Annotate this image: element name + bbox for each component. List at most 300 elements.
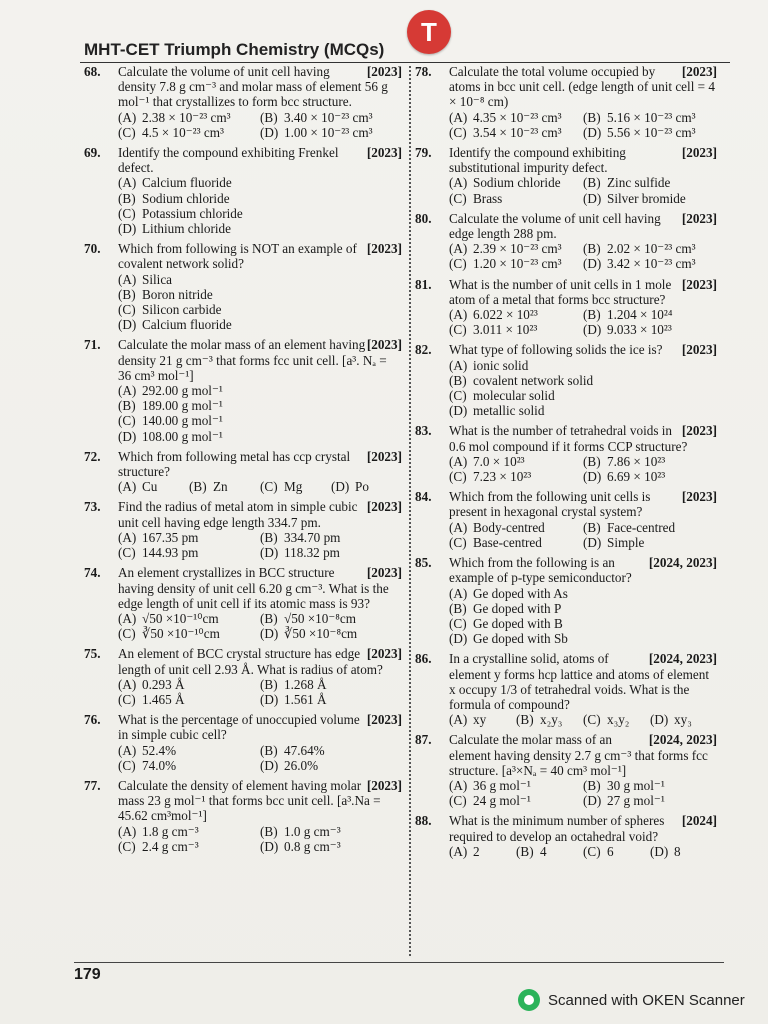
option-letter: (A) [118,529,137,545]
option-row [118,692,402,707]
question-header [415,277,717,307]
option-value: 7.86 × 10²³ [607,453,666,469]
option-cell [260,110,402,125]
question-number: 82. [415,342,432,358]
question-item [415,813,717,859]
option-row [118,530,402,545]
exam-year-tag: [2023] [366,712,402,728]
option-cell [583,778,717,793]
option-row [118,545,402,560]
option-cell [331,479,402,494]
option-value: x₂y₃ [540,712,563,728]
option-cell [260,626,402,641]
option-letter: (D) [260,691,279,707]
option-letter: (B) [260,109,278,125]
option-value: Base-centred [473,534,542,550]
option-cell [583,454,717,469]
exam-year-tag: [2023] [366,337,402,353]
question-text: Calculate the volume of unit cell having density 7.8 g cm⁻³ and molar mass of element 56 g mol⁻¹ that crystallizes to form bcc structure. [118,64,388,110]
question-text: Find the radius of metal atom in simple cubic unit cell having edge length 334.7 pm. [118,499,358,530]
exam-year-tag: [2023] [681,145,717,161]
option-cell [583,712,650,727]
option-letter: (D) [583,322,602,338]
question-number: 74. [84,565,101,581]
question-item [84,646,402,707]
option-value: Po [355,479,369,495]
question-text-block [118,646,402,676]
options-block [415,778,717,808]
option-row [449,241,717,256]
option-cell [583,469,717,484]
question-header [415,489,717,519]
option-letter: (D) [650,712,669,728]
option-cell [449,469,583,484]
option-letter: (C) [118,545,136,561]
exam-year-tag: [2023] [681,423,717,439]
question-header [84,646,402,676]
option-cell [260,611,402,626]
option-row [118,317,402,332]
option-cell [449,241,583,256]
option-value: 26.0% [284,757,319,773]
question-item [84,712,402,773]
option-value: ∛50 ×10⁻⁸cm [284,626,358,642]
option-value: 2.39 × 10⁻²³ cm³ [473,241,562,257]
option-letter: (A) [449,777,468,793]
option-letter: (C) [118,302,136,318]
option-letter: (D) [583,256,602,272]
option-value: ionic solid [473,357,529,373]
question-header [84,499,402,529]
option-value: √50 ×10⁻⁸cm [284,610,357,626]
option-letter: (B) [583,241,601,257]
option-cell [516,712,583,727]
question-number: 78. [415,64,432,79]
option-cell [118,530,260,545]
question-text: What type of following solids the ice is? [449,342,663,358]
option-letter: (D) [118,317,137,333]
option-cell [516,844,583,859]
question-text-block [449,555,717,585]
question-item [415,555,717,646]
exam-year-tag: [2023] [681,210,717,226]
option-letter: (A) [449,712,468,728]
option-cell [260,677,402,692]
option-value: 140.00 g mol⁻¹ [142,413,223,429]
question-number: 72. [84,448,101,464]
option-cell [449,191,583,206]
question-header [415,211,717,241]
question-number: 81. [415,276,432,292]
option-value: Zinc sulfide [607,175,671,191]
option-row [449,403,717,418]
option-letter: (A) [118,109,137,125]
question-text: Identify the compound exhibiting substitutional impurity defect. [449,145,626,176]
options-block [415,307,717,337]
option-value: 6 [607,843,614,859]
option-letter: (B) [583,109,601,125]
option-value: Face-centred [607,519,676,535]
option-value: ∛50 ×10⁻¹⁰cm [142,626,220,642]
option-letter: (C) [118,124,136,140]
option-value: 5.56 × 10⁻²³ cm³ [607,124,696,140]
option-value: metallic solid [473,403,545,419]
option-letter: (B) [583,307,601,323]
option-row [118,125,402,140]
exam-year-tag: [2023] [366,448,402,464]
option-letter: (D) [260,124,279,140]
option-value: 52.4% [142,742,177,758]
option-cell [583,125,717,140]
option-row [118,206,402,221]
question-number: 87. [415,732,432,748]
question-text: What is the minimum number of spheres required to develop an octahedral void? [449,813,665,844]
option-value: 1.268 Å [284,676,327,692]
scanner-logo-icon [518,989,540,1011]
question-number: 75. [84,646,101,662]
question-text: Which from following metal has ccp crystal structure? [118,448,351,480]
exam-year-tag: [2023] [366,646,402,662]
option-letter: (D) [260,545,279,561]
option-letter: (A) [118,823,137,839]
question-number: 68. [84,64,101,79]
option-value: 2 [473,843,480,859]
option-cell [260,545,402,560]
option-letter: (C) [118,691,136,707]
brand-logo-icon: T [407,10,451,54]
option-cell [583,322,717,337]
option-value: Silicon carbide [142,302,222,318]
option-letter: (D) [260,626,279,642]
option-letter: (C) [449,469,467,485]
option-letter: (B) [516,843,534,859]
option-value: 2.4 g cm⁻³ [142,838,199,854]
option-cell [449,454,583,469]
option-value: Ge doped with P [473,600,562,616]
option-letter: (A) [118,271,137,287]
option-value: 8 [674,843,681,859]
exam-year-tag: [2023] [366,241,402,257]
option-row [118,611,402,626]
exam-year-tag: [2023] [366,145,402,161]
option-value: 1.0 g cm⁻³ [284,823,341,839]
option-value: 1.00 × 10⁻²³ cm³ [284,124,373,140]
option-cell [449,110,583,125]
option-value: Silver bromide [607,190,686,206]
option-value: 5.16 × 10⁻²³ cm³ [607,109,696,125]
question-number: 83. [415,423,432,439]
question-number: 85. [415,555,432,571]
option-cell [583,520,717,535]
question-number: 69. [84,145,101,161]
option-letter: (B) [583,175,601,191]
option-value: Lithium chloride [142,221,231,237]
option-letter: (D) [331,479,350,495]
question-text: Calculate the molar mass of an element having density 2.7 g cm⁻³ that forms fcc structure. [a³×Nₐ = 40 cm³ mol⁻¹] [449,732,708,778]
option-letter: (C) [260,479,278,495]
options-block [415,844,717,859]
option-cell [260,692,402,707]
question-item [415,211,717,272]
option-letter: (A) [118,175,137,191]
option-value: 7.0 × 10²³ [473,453,525,469]
column-divider [409,66,411,956]
option-cell [583,191,717,206]
options-block [84,530,402,560]
option-letter: (C) [449,256,467,272]
option-value: Silica [142,271,173,287]
question-text-block [118,712,402,742]
option-value: covalent network solid [473,372,594,388]
option-row [118,383,402,398]
option-letter: (D) [583,469,602,485]
option-letter: (B) [260,823,278,839]
option-value: Simple [607,534,645,550]
option-row [449,358,717,373]
option-cell [260,125,402,140]
option-letter: (A) [449,843,468,859]
question-text: Identify the compound exhibiting Frenkel defect. [118,145,339,176]
option-letter: (C) [449,124,467,140]
question-number: 73. [84,499,101,515]
question-header [84,565,402,611]
option-cell [449,520,583,535]
option-letter: (D) [583,793,602,809]
option-cell [583,256,717,271]
option-value: 47.64% [284,742,325,758]
option-value: Boron nitride [142,286,213,302]
option-value: 0.293 Å [142,676,185,692]
option-row [118,429,402,444]
options-block [84,272,402,333]
option-letter: (A) [118,383,137,399]
option-value: 3.42 × 10⁻²³ cm³ [607,256,696,272]
question-text: Calculate the volume of unit cell having edge length 288 pm. [449,210,661,242]
option-row [449,631,717,646]
footer-rule [74,962,724,963]
option-cell [189,479,260,494]
option-row [118,824,402,839]
option-letter: (C) [449,615,467,631]
option-row [449,373,717,388]
option-value: 1.20 × 10⁻²³ cm³ [473,256,562,272]
options-block [415,358,717,419]
option-cell [118,545,260,560]
option-value: Sodium chloride [473,175,561,191]
question-item [84,499,402,560]
option-letter: (A) [449,307,468,323]
option-row [118,743,402,758]
option-letter: (C) [583,712,601,728]
option-value: 334.70 pm [284,529,341,545]
option-cell [118,626,260,641]
option-row [118,398,402,413]
option-value: Potassium chloride [142,205,243,221]
page-number: 179 [74,966,101,983]
option-value: 1.561 Å [284,691,327,707]
option-letter: (C) [449,534,467,550]
question-header [415,64,717,110]
option-cell [583,844,650,859]
option-value: Ge doped with B [473,615,563,631]
question-text-block [449,732,717,778]
question-header [84,337,402,383]
option-row [449,844,717,859]
question-item [84,145,402,236]
option-letter: (D) [260,757,279,773]
option-value: √50 ×10⁻¹⁰cm [142,610,219,626]
option-cell [583,793,717,808]
option-value: 118.32 pm [284,545,340,561]
option-cell [118,758,260,773]
question-text-block [118,778,402,824]
question-item [84,337,402,443]
option-letter: (A) [449,453,468,469]
option-value: 30 g mol⁻¹ [607,777,665,793]
option-letter: (B) [449,600,467,616]
question-number: 77. [84,777,101,793]
exam-year-tag: [2023] [681,276,717,292]
option-letter: (B) [118,190,136,206]
option-letter: (C) [118,626,136,642]
option-row [449,110,717,125]
question-text-block [449,489,717,519]
options-block [84,611,402,641]
options-block [415,712,717,727]
option-letter: (A) [449,175,468,191]
option-value: xy₃ [674,712,692,728]
option-value: 9.033 × 10²³ [607,322,672,338]
question-item [415,423,717,484]
exam-year-tag: [2024, 2023] [648,651,717,667]
option-row [449,601,717,616]
options-block [84,383,402,444]
option-letter: (D) [583,534,602,550]
option-cell [449,712,516,727]
option-value: 36 g mol⁻¹ [473,777,531,793]
question-number: 71. [84,337,101,353]
question-header [415,555,717,585]
question-text-block [118,565,402,611]
option-cell [583,110,717,125]
option-row [449,793,717,808]
question-number: 86. [415,651,432,667]
option-letter: (B) [583,777,601,793]
option-value: 1.465 Å [142,691,185,707]
option-value: x₃y₂ [607,712,630,728]
option-row [118,110,402,125]
question-text: What is the percentage of unoccupied volume in simple cubic cell? [118,712,360,743]
question-header [84,241,402,271]
question-text: What is the number of tetrahedral voids in 0.6 mol compound if it forms CCP structure? [449,423,688,454]
option-letter: (B) [260,610,278,626]
question-text-block [449,211,717,241]
exam-year-tag: [2023] [681,489,717,505]
option-cell [260,743,402,758]
option-value: 189.00 g mol⁻¹ [142,398,223,414]
question-header [84,778,402,824]
question-header [415,145,717,175]
option-value: Brass [473,190,503,206]
question-text: Which from the following unit cells is present in hexagonal crystal system? [449,489,651,520]
option-value: molecular solid [473,388,555,404]
question-text: What is the number of unit cells in 1 mole atom of a metal that forms bcc structure? [449,276,672,307]
option-letter: (A) [449,241,468,257]
question-number: 80. [415,210,432,226]
options-block [415,586,717,647]
option-cell [118,743,260,758]
option-cell [583,175,717,190]
option-value: Zn [213,479,228,495]
scanner-watermark [518,989,745,1011]
option-letter: (B) [118,286,136,302]
option-row [118,479,402,494]
question-text: An element of BCC crystal structure has edge length of unit cell 2.93 Å. What is radius of atom? [118,646,383,677]
option-value: 0.8 g cm⁻³ [284,838,341,854]
option-value: 1.204 × 10²⁴ [607,307,673,323]
option-cell [449,256,583,271]
option-row [449,125,717,140]
option-row [449,778,717,793]
options-block [415,241,717,271]
question-text-block [118,64,402,110]
option-cell [260,479,331,494]
option-letter: (A) [449,357,468,373]
question-text: Which from following is NOT an example of covalent network solid? [118,241,357,272]
option-cell [118,125,260,140]
exam-year-tag: [2023] [366,777,402,793]
question-header [84,64,402,110]
option-row [449,586,717,601]
question-header [84,145,402,175]
question-text-block [449,64,717,110]
option-cell [449,125,583,140]
question-text-block [449,813,717,843]
question-text-block [449,651,717,712]
option-value: 4.35 × 10⁻²³ cm³ [473,109,562,125]
option-letter: (A) [118,742,137,758]
option-letter: (C) [118,838,136,854]
option-letter: (B) [260,742,278,758]
question-text: Calculate the molar mass of an element having density 21 g cm⁻³ that forms fcc unit cell. [a³. Nₐ = 36 cm³ mol⁻¹] [118,337,387,383]
option-letter: (D) [449,631,468,647]
question-header [415,342,717,357]
option-value: Ge doped with Sb [473,631,568,647]
option-letter: (B) [449,372,467,388]
option-cell [583,307,717,322]
question-header [415,813,717,843]
option-letter: (B) [118,398,136,414]
option-cell [260,839,402,854]
option-cell [449,322,583,337]
option-value: Ge doped with As [473,585,568,601]
question-text: Which from the following is an example of p-type semiconductor? [449,555,632,586]
book-title: MHT-CET Triumph Chemistry (MCQs) [84,40,385,59]
option-value: 6.69 × 10²³ [607,469,666,485]
option-letter: (C) [118,205,136,221]
question-number: 79. [415,145,432,161]
question-item [84,449,402,495]
question-header [84,449,402,479]
option-value: 3.011 × 10²³ [473,322,538,338]
question-text-block [118,145,402,175]
question-text: An element crystallizes in BCC structure having density of unit cell 6.20 g cm⁻³. What is the edge length of unit cell if its atomic mass is 93? [118,565,389,611]
option-cell [650,844,717,859]
question-number: 70. [84,241,101,257]
option-letter: (A) [449,519,468,535]
option-value: Sodium chloride [142,190,230,206]
option-cell [118,611,260,626]
